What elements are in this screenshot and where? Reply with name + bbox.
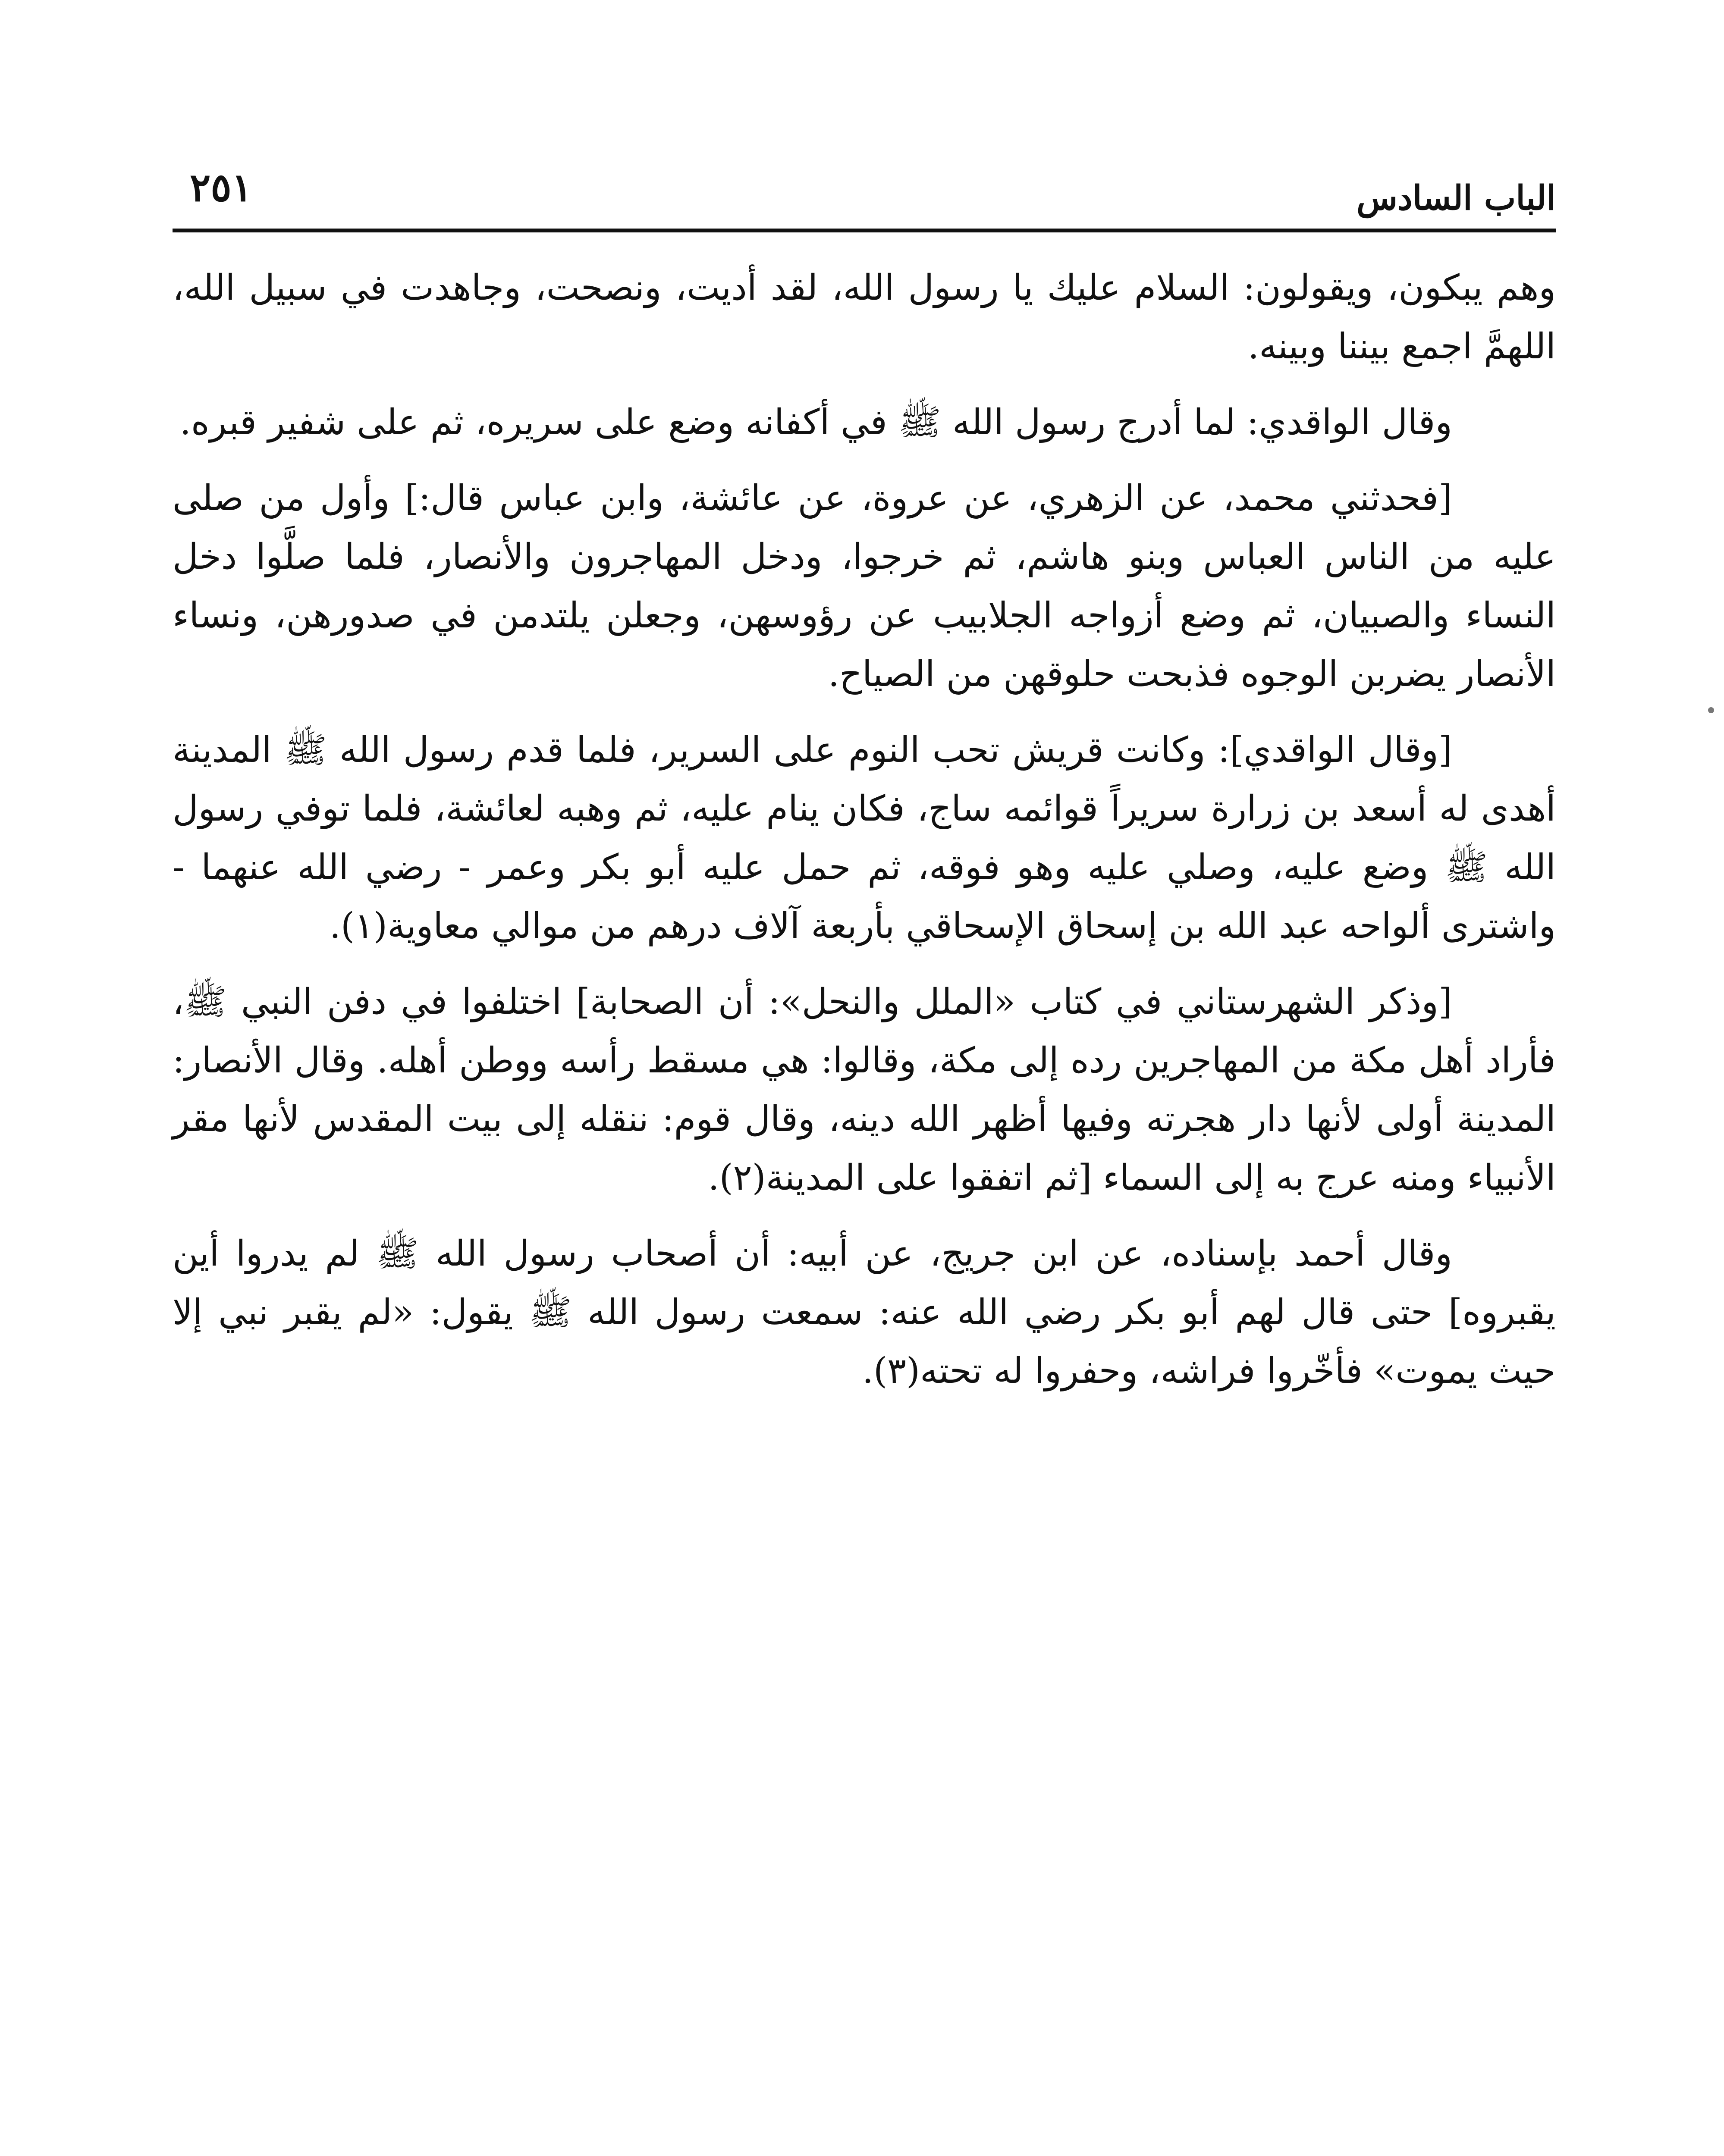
paragraph-5: [وذكر الشهرستاني في كتاب «الملل والنحل»: أن الصحابة] اختلفوا في دفن النبي ﷺ، فأراد أهل مكة من المهاجرين رده إلى مكة، وقالوا: هي مسقط رأسه ووطن أهله. وقال الأنصار: المدينة أولى لأنها دار هجرته وفيها أظهر الله دينه، وقال قوم: ننقله إلى بيت المقدس لأنها مقر الأنبياء ومنه عرج به إلى السماء [ثم اتفقوا على المدينة(٢). <box>173 981 1556 1198</box>
paragraph-1: وهم يبكون، ويقولون: السلام عليك يا رسول الله، لقد أديت، ونصحت، وجاهدت في سبيل الله، اللهمَّ اجمع بيننا وبينه. <box>173 267 1556 367</box>
main-text <box>173 259 1556 1418</box>
paragraph-2: وقال الواقدي: لما أدرج رسول الله ﷺ في أكفانه وضع على سريره، ثم على شفير قبره. <box>179 402 1452 443</box>
paragraph-6: وقال أحمد بإسناده، عن ابن جريج، عن أبيه: أن أصحاب رسول الله ﷺ لم يدروا أين يقبروه] حتى قال لهم أبو بكر رضي الله عنه: سمعت رسول الله ﷺ يقول: «لم يقبر نبي إلا حيث يموت» فأخّروا فراشه، وحفروا له تحته(٣). <box>173 1233 1556 1391</box>
paragraph-3: [فحدثني محمد، عن الزهري، عن عروة، عن عائشة، وابن عباس قال:] وأول من صلى عليه من الناس العباس وبنو هاشم، ثم خرجوا، ودخل المهاجرون والأنصار، فلما صلَّوا دخل النساء والصبيان، ثم وضع أزواجه الجلابيب عن رؤوسهن، وجعلن يلتدمن في صدورهن، ونساء الأنصار يضربن الوجوه فذبحت حلوقهن من الصياح. <box>173 478 1556 695</box>
scan-speck <box>1708 707 1714 713</box>
page-header <box>173 147 1556 232</box>
page-number: ٢٥١ <box>190 165 253 210</box>
paragraph-4: [وقال الواقدي]: وكانت قريش تحب النوم على السرير، فلما قدم رسول الله ﷺ المدينة أهدى له أسعد بن زرارة سريراً قوائمه ساج، فكان ينام عليه، ثم وهبه لعائشة، فلما توفي رسول الله ﷺ وضع عليه، وصلي عليه وهو فوقه، ثم حمل عليه أبو بكر وعمر - رضي الله عنهما - واشترى ألواحه عبد الله بن إسحاق الإسحاقي بأربعة آلاف درهم من موالي معاوية(١). <box>173 730 1556 946</box>
chapter-title: الباب السادس <box>1356 179 1556 218</box>
